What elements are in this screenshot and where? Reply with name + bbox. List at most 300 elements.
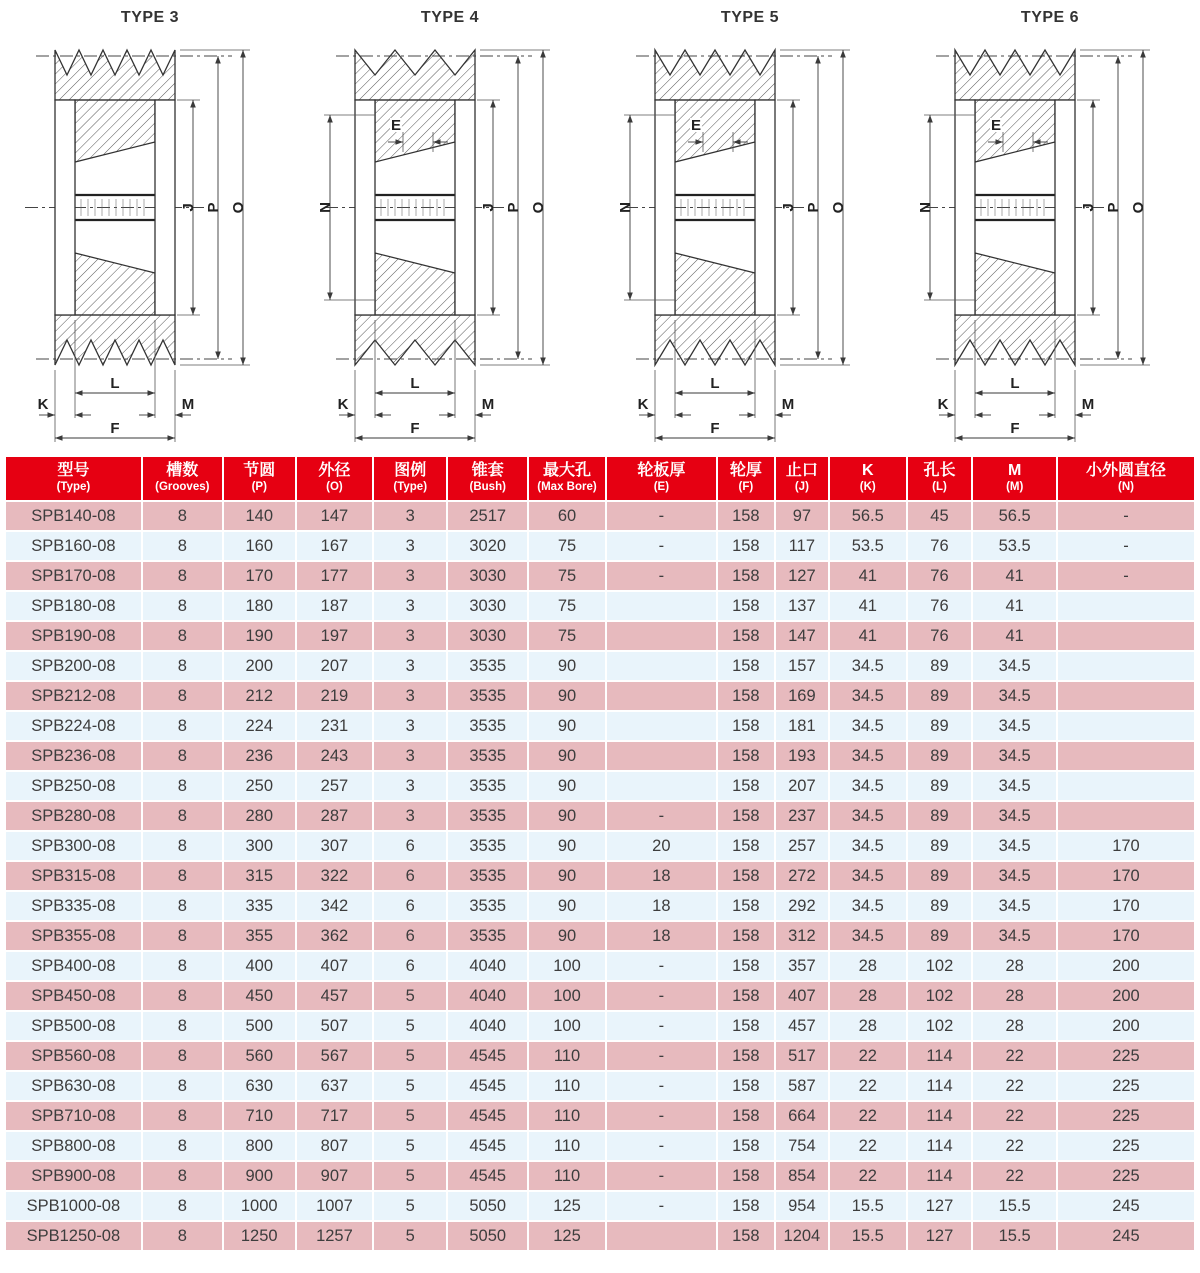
svg-text:J: J (1080, 203, 1097, 212)
column-header-zh: 型号 (57, 462, 90, 479)
svg-text:J: J (480, 203, 497, 212)
cell: 3030 (448, 562, 527, 590)
cell: 127 (908, 1192, 972, 1220)
cell: 89 (908, 742, 972, 770)
cell: SPB200-08 (6, 652, 141, 680)
cell: 3 (374, 652, 446, 680)
cell: SPB710-08 (6, 1102, 141, 1130)
cell: 457 (776, 1012, 828, 1040)
cell: SPB630-08 (6, 1072, 141, 1100)
svg-text:J: J (180, 203, 197, 212)
table-row (6, 592, 1194, 620)
cell: 3 (374, 532, 446, 560)
cell: 3 (374, 502, 446, 530)
cell: 34.5 (973, 832, 1056, 860)
cell: 5 (374, 1042, 446, 1070)
column-header-zh: K (861, 462, 874, 479)
pulley-cross-section-drawing (0, 30, 300, 455)
cell: 158 (718, 682, 774, 710)
cell: 22 (830, 1162, 906, 1190)
cell: 287 (297, 802, 373, 830)
cell: 34.5 (830, 682, 906, 710)
cell: 200 (224, 652, 295, 680)
cell: 102 (908, 952, 972, 980)
cell: 907 (297, 1162, 373, 1190)
cell: 3 (374, 772, 446, 800)
cell: 41 (830, 592, 906, 620)
cell: 18 (607, 892, 716, 920)
cell: - (607, 1132, 716, 1160)
cell: 34.5 (973, 652, 1056, 680)
column-header-zh: M (1008, 462, 1022, 479)
column-header-en: (Grooves) (155, 481, 210, 493)
cell: 140 (224, 502, 295, 530)
cell (607, 742, 716, 770)
cell: 34.5 (830, 712, 906, 740)
column-header-zh: 节圆 (243, 462, 276, 479)
column-header-en: (E) (653, 481, 670, 493)
svg-text:L: L (110, 375, 120, 392)
cell: SPB250-08 (6, 772, 141, 800)
cell: 407 (776, 982, 828, 1010)
column-header (776, 457, 828, 500)
cell: 3535 (448, 802, 527, 830)
cell: 362 (297, 922, 373, 950)
cell: 114 (908, 1132, 972, 1160)
cell: 4545 (448, 1162, 527, 1190)
cell: 75 (529, 622, 605, 650)
cell: 114 (908, 1102, 972, 1130)
cell: 158 (718, 1042, 774, 1070)
cell: 342 (297, 892, 373, 920)
cell: 3535 (448, 742, 527, 770)
cell: SPB224-08 (6, 712, 141, 740)
cell: 181 (776, 712, 828, 740)
column-header-zh: 最大孔 (542, 462, 591, 479)
cell: 22 (973, 1132, 1056, 1160)
cell: 28 (830, 1012, 906, 1040)
cell: 158 (718, 862, 774, 890)
column-header (718, 457, 774, 500)
cell: 75 (529, 592, 605, 620)
cell: 200 (1058, 982, 1194, 1010)
cell: 177 (297, 562, 373, 590)
cell: 8 (143, 532, 222, 560)
cell: 15.5 (973, 1192, 1056, 1220)
cell: 1000 (224, 1192, 295, 1220)
cell: 3535 (448, 862, 527, 890)
cell: 3 (374, 802, 446, 830)
cell: 8 (143, 772, 222, 800)
column-header-en: (L) (932, 481, 947, 493)
cell: 5 (374, 1102, 446, 1130)
cell: 34.5 (973, 712, 1056, 740)
cell: 1204 (776, 1222, 828, 1250)
cell: 8 (143, 862, 222, 890)
cell: 158 (718, 742, 774, 770)
table-row (6, 1102, 1194, 1130)
column-header-zh: 轮厚 (729, 462, 762, 479)
cell: 34.5 (973, 892, 1056, 920)
cell: SPB170-08 (6, 562, 141, 590)
cell: 170 (224, 562, 295, 590)
table-row (6, 742, 1194, 770)
svg-text:N: N (917, 202, 934, 213)
table-row (6, 892, 1194, 920)
cell: SPB900-08 (6, 1162, 141, 1190)
diagram-panel-type-4 (300, 0, 600, 455)
column-header-en: (N) (1117, 481, 1134, 493)
svg-text:P: P (1105, 202, 1122, 213)
cell: 100 (529, 952, 605, 980)
cell: 41 (830, 622, 906, 650)
table-row (6, 652, 1194, 680)
cell: - (607, 1012, 716, 1040)
table-row (6, 1162, 1194, 1190)
cell: 292 (776, 892, 828, 920)
cell (607, 1222, 716, 1250)
diagram-title: TYPE 6 (1020, 9, 1080, 26)
cell (1058, 742, 1194, 770)
cell: SPB160-08 (6, 532, 141, 560)
diagram-panel-type-3 (0, 0, 300, 455)
svg-text:J: J (780, 203, 797, 212)
cell: SPB140-08 (6, 502, 141, 530)
cell: 257 (297, 772, 373, 800)
cell: 110 (529, 1162, 605, 1190)
cell: 34.5 (830, 892, 906, 920)
cell: 8 (143, 562, 222, 590)
cell (607, 652, 716, 680)
cell: 8 (143, 952, 222, 980)
cell: 315 (224, 862, 295, 890)
cell: 34.5 (973, 772, 1056, 800)
cell: 307 (297, 832, 373, 860)
cell: 158 (718, 922, 774, 950)
cell: 158 (718, 892, 774, 920)
cell: 8 (143, 1132, 222, 1160)
cell: 187 (297, 592, 373, 620)
cell: 22 (830, 1072, 906, 1100)
table-row (6, 802, 1194, 830)
cell: 225 (1058, 1132, 1194, 1160)
cell: 137 (776, 592, 828, 620)
cell: 207 (776, 772, 828, 800)
cell (1058, 652, 1194, 680)
cell (607, 682, 716, 710)
cell (1058, 682, 1194, 710)
column-header (1058, 457, 1194, 500)
cell: SPB180-08 (6, 592, 141, 620)
cell: 89 (908, 772, 972, 800)
svg-text:F: F (710, 420, 720, 437)
cell: 237 (776, 802, 828, 830)
cell: 110 (529, 1042, 605, 1070)
cell: 717 (297, 1102, 373, 1130)
column-header-zh: 轮板厚 (637, 462, 686, 479)
cell: 147 (297, 502, 373, 530)
cell: 41 (973, 592, 1056, 620)
cell: 6 (374, 892, 446, 920)
cell: 3020 (448, 532, 527, 560)
cell: 900 (224, 1162, 295, 1190)
cell: 637 (297, 1072, 373, 1100)
cell: 15.5 (830, 1222, 906, 1250)
cell: 89 (908, 682, 972, 710)
cell: 75 (529, 532, 605, 560)
cell: 3535 (448, 772, 527, 800)
cell: 100 (529, 1012, 605, 1040)
svg-text:P: P (805, 202, 822, 213)
cell: 160 (224, 532, 295, 560)
cell: 180 (224, 592, 295, 620)
cell: SPB190-08 (6, 622, 141, 650)
cell: 5 (374, 1132, 446, 1160)
column-header (374, 457, 446, 500)
column-header-en: (Max Bore) (537, 481, 597, 493)
column-header (908, 457, 972, 500)
column-header-en: (Bush) (469, 481, 506, 493)
cell: 212 (224, 682, 295, 710)
svg-text:E: E (390, 117, 402, 134)
cell (1058, 772, 1194, 800)
cell: 170 (1058, 832, 1194, 860)
cell (607, 712, 716, 740)
cell: 457 (297, 982, 373, 1010)
cell: 110 (529, 1072, 605, 1100)
cell: 4545 (448, 1132, 527, 1160)
cell: 34.5 (973, 742, 1056, 770)
cell: SPB500-08 (6, 1012, 141, 1040)
cell: - (607, 532, 716, 560)
cell: 34.5 (830, 772, 906, 800)
cell: 20 (607, 832, 716, 860)
cell: 3535 (448, 892, 527, 920)
table-row (6, 682, 1194, 710)
svg-text:F: F (1010, 420, 1020, 437)
cell: 147 (776, 622, 828, 650)
diagram-title: TYPE 4 (420, 9, 480, 26)
cell: 3 (374, 592, 446, 620)
cell: 8 (143, 652, 222, 680)
diagram-title: TYPE 3 (120, 9, 180, 26)
table-row (6, 1222, 1194, 1250)
cell: 28 (973, 952, 1056, 980)
cell: 8 (143, 622, 222, 650)
svg-text:N: N (617, 202, 634, 213)
svg-text:P: P (505, 202, 522, 213)
spec-table (4, 455, 1196, 1252)
cell: SPB400-08 (6, 952, 141, 980)
cell: 225 (1058, 1042, 1194, 1070)
svg-text:P: P (205, 202, 222, 213)
cell: 18 (607, 922, 716, 950)
cell: 4545 (448, 1042, 527, 1070)
cell: 114 (908, 1072, 972, 1100)
cell: 22 (973, 1162, 1056, 1190)
cell: - (607, 562, 716, 590)
cell: 250 (224, 772, 295, 800)
column-header (297, 457, 373, 500)
cell: 158 (718, 832, 774, 860)
cell: 102 (908, 982, 972, 1010)
column-header-zh: 槽数 (166, 462, 199, 479)
cell: SPB355-08 (6, 922, 141, 950)
cell: 167 (297, 532, 373, 560)
diagram-panel-type-6 (900, 0, 1200, 455)
cell: 34.5 (830, 742, 906, 770)
cell: 76 (908, 562, 972, 590)
column-header-en: (Type) (393, 481, 428, 493)
table-row (6, 832, 1194, 860)
cell: 231 (297, 712, 373, 740)
table-row (6, 502, 1194, 530)
cell: - (607, 1192, 716, 1220)
cell: 1007 (297, 1192, 373, 1220)
cell: 4545 (448, 1072, 527, 1100)
table-row (6, 712, 1194, 740)
cell: 272 (776, 862, 828, 890)
cell: 28 (973, 982, 1056, 1010)
cell: 4040 (448, 1012, 527, 1040)
cell: 15.5 (973, 1222, 1056, 1250)
cell: 4040 (448, 952, 527, 980)
cell: 710 (224, 1102, 295, 1130)
cell: 158 (718, 1012, 774, 1040)
cell: 5 (374, 1162, 446, 1190)
cell: 90 (529, 682, 605, 710)
cell: 89 (908, 892, 972, 920)
cell: 117 (776, 532, 828, 560)
cell: 56.5 (973, 502, 1056, 530)
cell: 158 (718, 982, 774, 1010)
cell: 5050 (448, 1192, 527, 1220)
cell: 53.5 (973, 532, 1056, 560)
cell: 854 (776, 1162, 828, 1190)
cell: 158 (718, 1132, 774, 1160)
cell: 90 (529, 652, 605, 680)
cell: 125 (529, 1192, 605, 1220)
cell: 158 (718, 652, 774, 680)
cell: 8 (143, 1102, 222, 1130)
svg-text:O: O (1130, 201, 1147, 214)
cell: 567 (297, 1042, 373, 1070)
cell: - (1058, 562, 1194, 590)
cell: 355 (224, 922, 295, 950)
cell: 3030 (448, 622, 527, 650)
cell: 89 (908, 712, 972, 740)
cell: 6 (374, 922, 446, 950)
cell: SPB280-08 (6, 802, 141, 830)
column-header (973, 457, 1056, 500)
cell: 517 (776, 1042, 828, 1070)
cell: SPB315-08 (6, 862, 141, 890)
svg-text:M: M (1081, 396, 1095, 413)
cell: 236 (224, 742, 295, 770)
cell: 97 (776, 502, 828, 530)
cell: 127 (776, 562, 828, 590)
diagram-strip (0, 0, 1200, 455)
cell: 34.5 (830, 922, 906, 950)
cell: 89 (908, 802, 972, 830)
cell: 1257 (297, 1222, 373, 1250)
cell: 8 (143, 742, 222, 770)
cell: 53.5 (830, 532, 906, 560)
table-row (6, 922, 1194, 950)
cell (607, 622, 716, 650)
cell: 76 (908, 592, 972, 620)
cell: 34.5 (973, 862, 1056, 890)
cell: 630 (224, 1072, 295, 1100)
svg-text:M: M (181, 396, 195, 413)
cell: 312 (776, 922, 828, 950)
cell: 60 (529, 502, 605, 530)
cell: 207 (297, 652, 373, 680)
column-header-zh: 小外圆直径 (1085, 462, 1166, 479)
column-header-en: (O) (326, 481, 343, 493)
diagram-title: TYPE 5 (720, 9, 780, 26)
svg-text:L: L (1010, 375, 1020, 392)
cell: 102 (908, 1012, 972, 1040)
cell: 158 (718, 532, 774, 560)
cell: 100 (529, 982, 605, 1010)
cell (607, 772, 716, 800)
cell: - (607, 982, 716, 1010)
cell: 507 (297, 1012, 373, 1040)
cell: 2517 (448, 502, 527, 530)
cell: 22 (830, 1102, 906, 1130)
cell: 3 (374, 742, 446, 770)
column-header-zh: 锥套 (471, 462, 504, 479)
cell: 41 (830, 562, 906, 590)
cell: 3 (374, 562, 446, 590)
cell: 8 (143, 1072, 222, 1100)
cell: SPB800-08 (6, 1132, 141, 1160)
cell: 5 (374, 1192, 446, 1220)
cell: 90 (529, 892, 605, 920)
svg-text:K: K (337, 396, 349, 413)
pulley-cross-section-drawing (300, 30, 600, 455)
table-row (6, 862, 1194, 890)
cell: 90 (529, 772, 605, 800)
svg-text:O: O (230, 201, 247, 214)
cell: 193 (776, 742, 828, 770)
table-row (6, 1012, 1194, 1040)
cell: 807 (297, 1132, 373, 1160)
cell: 225 (1058, 1102, 1194, 1130)
cell: 158 (718, 772, 774, 800)
column-header (529, 457, 605, 500)
cell: - (607, 952, 716, 980)
cell: 5050 (448, 1222, 527, 1250)
cell: 587 (776, 1072, 828, 1100)
column-header-en: (P) (251, 481, 267, 493)
cell: 8 (143, 802, 222, 830)
cell: 28 (830, 982, 906, 1010)
cell: SPB300-08 (6, 832, 141, 860)
cell: 125 (529, 1222, 605, 1250)
cell: 114 (908, 1162, 972, 1190)
cell: 245 (1058, 1222, 1194, 1250)
column-header-en: (Type) (56, 481, 91, 493)
cell: 8 (143, 832, 222, 860)
svg-text:M: M (481, 396, 495, 413)
cell: - (1058, 502, 1194, 530)
cell: 243 (297, 742, 373, 770)
column-header-en: (K) (859, 481, 876, 493)
cell: 158 (718, 1102, 774, 1130)
cell: 664 (776, 1102, 828, 1130)
